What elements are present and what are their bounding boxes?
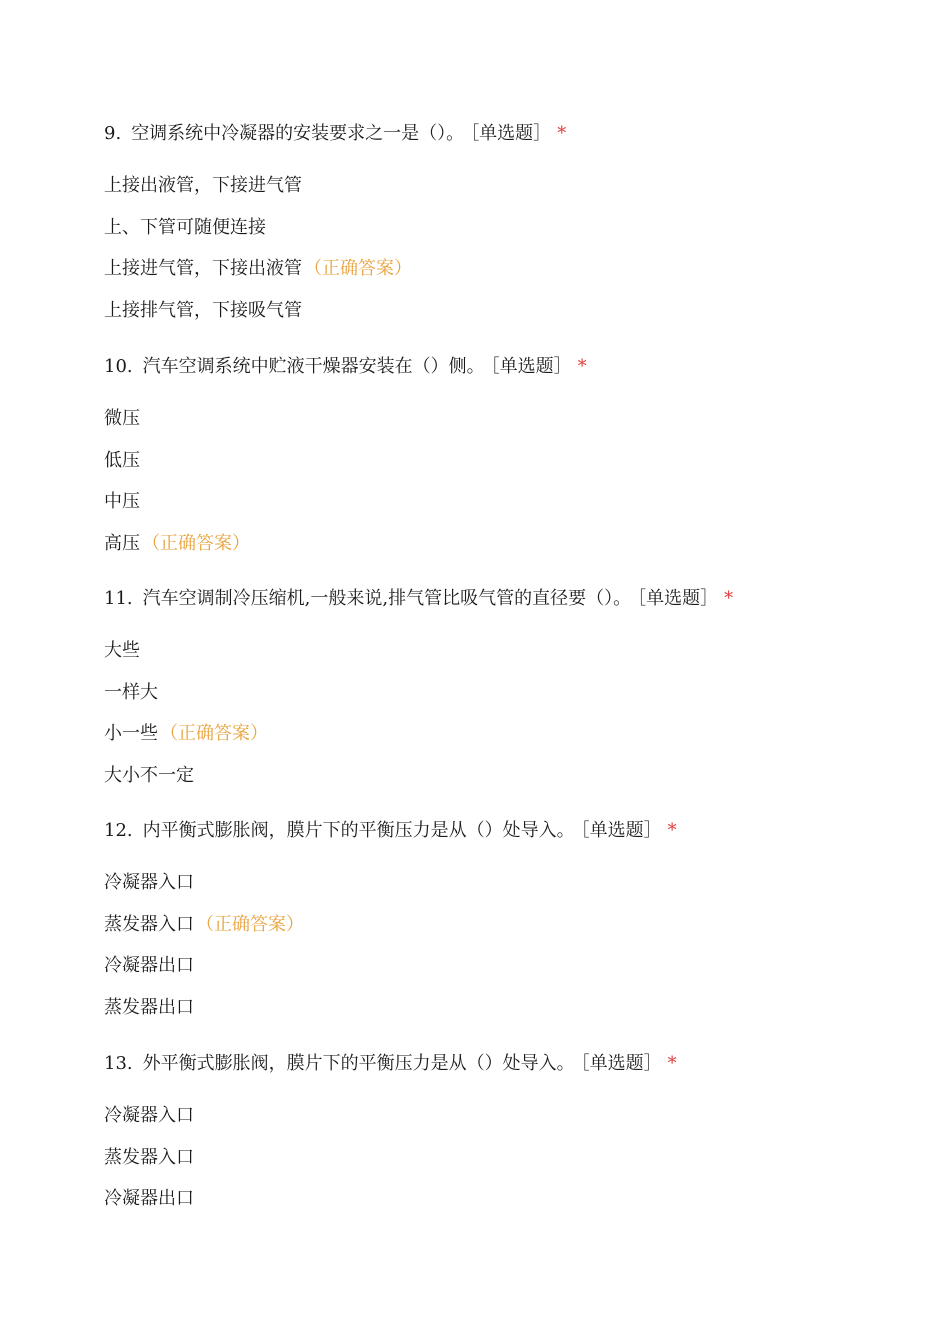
question-11 (104, 587, 924, 805)
question-text: 外平衡式膨胀阀，膜片下的平衡压力是从（）处导入。 (142, 1053, 575, 1074)
question-12 (104, 819, 924, 1037)
question-text: 汽车空调系统中贮液干燥器安装在（）侧。 (142, 356, 485, 377)
option-text: 微压 (104, 408, 140, 429)
question-type-label: ［单选题］ (470, 123, 552, 144)
question-number: 12. (104, 820, 133, 841)
option-list (104, 639, 924, 788)
required-asterisk: * (557, 123, 567, 144)
question-type-label: ［单选题］ (490, 356, 572, 377)
option-text: 中压 (104, 491, 140, 512)
question-number: 13. (104, 1053, 133, 1074)
option-item[interactable] (104, 764, 924, 788)
question-type-label: ［单选题］ (580, 1053, 662, 1074)
question-title (104, 819, 924, 843)
option-text: 冷凝器出口 (104, 955, 194, 976)
option-text: 蒸发器出口 (104, 996, 194, 1018)
option-item[interactable] (104, 996, 924, 1020)
correct-answer-marker: （正确答案） (160, 723, 268, 744)
option-list (104, 174, 924, 323)
option-item[interactable] (104, 532, 924, 556)
option-item[interactable] (104, 913, 924, 937)
question-title (104, 122, 924, 146)
option-text: 大小不一定 (104, 764, 194, 786)
required-asterisk: * (667, 820, 677, 841)
option-text: 低压 (104, 449, 140, 471)
required-asterisk: * (577, 356, 587, 377)
question-number: 9. (104, 123, 122, 144)
correct-answer-marker: （正确答案） (196, 913, 304, 935)
option-item[interactable] (104, 1146, 924, 1170)
option-item[interactable] (104, 871, 924, 895)
option-list (104, 871, 924, 1020)
option-text: 一样大 (104, 681, 158, 703)
option-text: 蒸发器入口 (104, 913, 194, 935)
option-text: 蒸发器入口 (104, 1146, 194, 1168)
question-title (104, 587, 924, 611)
option-item[interactable] (104, 1104, 924, 1128)
correct-answer-marker: （正确答案） (142, 532, 250, 554)
option-text: 上、下管可随便连接 (104, 216, 266, 238)
question-number: 11. (104, 588, 133, 609)
option-item[interactable] (104, 299, 924, 323)
question-text: 汽车空调制冷压缩机,一般来说,排气管比吸气管的直径要（）。 (142, 588, 632, 609)
required-asterisk: * (724, 588, 734, 609)
option-item[interactable] (104, 954, 924, 978)
option-text: 小一些 (104, 723, 158, 744)
question-title (104, 355, 924, 379)
question-title (104, 1052, 924, 1076)
question-9 (104, 122, 924, 340)
option-item[interactable] (104, 257, 924, 281)
option-text: 冷凝器入口 (104, 872, 194, 893)
question-text: 空调系统中冷凝器的安装要求之一是（）。 (131, 123, 465, 144)
question-type-label: ［单选题］ (580, 820, 662, 841)
required-asterisk: * (667, 1053, 677, 1074)
option-text: 高压 (104, 532, 140, 554)
option-item[interactable] (104, 449, 924, 473)
question-text: 内平衡式膨胀阀，膜片下的平衡压力是从（）处导入。 (142, 820, 575, 841)
option-item[interactable] (104, 1187, 924, 1211)
option-text: 大些 (104, 640, 140, 661)
question-10 (104, 355, 924, 573)
option-text: 上接出液管，下接进气管 (104, 175, 302, 196)
option-text: 冷凝器入口 (104, 1105, 194, 1126)
question-13 (104, 1052, 924, 1229)
option-item[interactable] (104, 681, 924, 705)
option-text: 上接排气管，下接吸气管 (104, 299, 302, 321)
correct-answer-marker: （正确答案） (304, 258, 412, 279)
option-text: 上接进气管，下接出液管 (104, 258, 302, 279)
option-text: 冷凝器出口 (104, 1188, 194, 1209)
option-item[interactable] (104, 174, 924, 198)
question-number: 10. (104, 356, 133, 377)
option-list (104, 407, 924, 556)
option-item[interactable] (104, 639, 924, 663)
option-list (104, 1104, 924, 1211)
option-item[interactable] (104, 216, 924, 240)
question-type-label: ［单选题］ (637, 588, 719, 609)
option-item[interactable] (104, 407, 924, 431)
option-item[interactable] (104, 722, 924, 746)
option-item[interactable] (104, 490, 924, 514)
